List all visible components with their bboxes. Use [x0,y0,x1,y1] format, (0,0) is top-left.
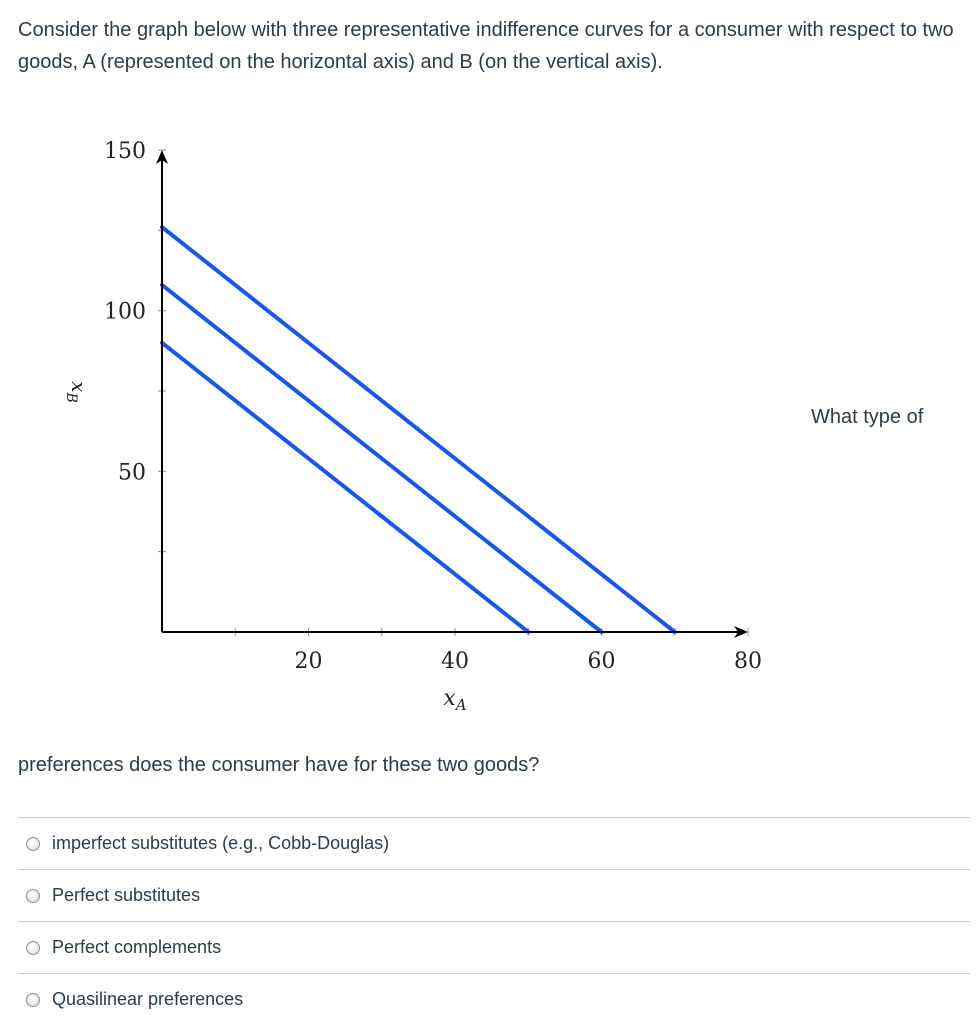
y-tick-label: 100 [104,299,146,325]
radio-button[interactable] [26,941,40,955]
answer-option-imperfect-substitutes[interactable] [18,818,970,870]
x-tick-label: 60 [587,649,616,674]
x-axis-label: $x_A$ [443,686,467,714]
y-tick-label: 50 [118,460,146,486]
curves-layer [162,227,675,632]
answer-label: Perfect substitutes [52,885,201,905]
answer-list [18,817,970,1025]
answer-label: Perfect complements [52,937,222,957]
x-tick-label: 20 [294,649,323,674]
y-axis-label: $x_B$ [63,381,91,403]
answer-option-quasilinear[interactable] [18,974,970,1025]
indifference-curve-3 [162,227,675,632]
answer-label: Quasilinear preferences [52,989,244,1009]
radio-button[interactable] [26,889,40,903]
indifference-curve-chart [0,120,800,720]
question-intro: Consider the graph below with three representative indifference curves for a consumer with respect to two goods, A (represented on the horizontal axis) and B (on the vertical axis). [18,19,954,73]
answer-label: imperfect substitutes (e.g., Cobb-Douglas) [52,833,390,853]
x-tick-label: 80 [734,649,762,674]
y-tick-label: 150 [104,139,146,164]
ticks-layer [158,150,748,636]
x-tick-label: 40 [441,649,469,674]
answer-option-perfect-complements[interactable] [18,922,970,974]
indifference-curve-1 [162,343,528,632]
axes-layer [156,150,748,638]
radio-button[interactable] [26,993,40,1007]
question-side-text: What type of [811,406,924,428]
radio-button[interactable] [26,837,40,851]
indifference-curve-2 [162,285,602,632]
question-continuation: preferences does the consumer have for these two goods? [18,754,540,776]
chart-svg [0,120,800,720]
answer-option-perfect-substitutes[interactable] [18,870,970,922]
